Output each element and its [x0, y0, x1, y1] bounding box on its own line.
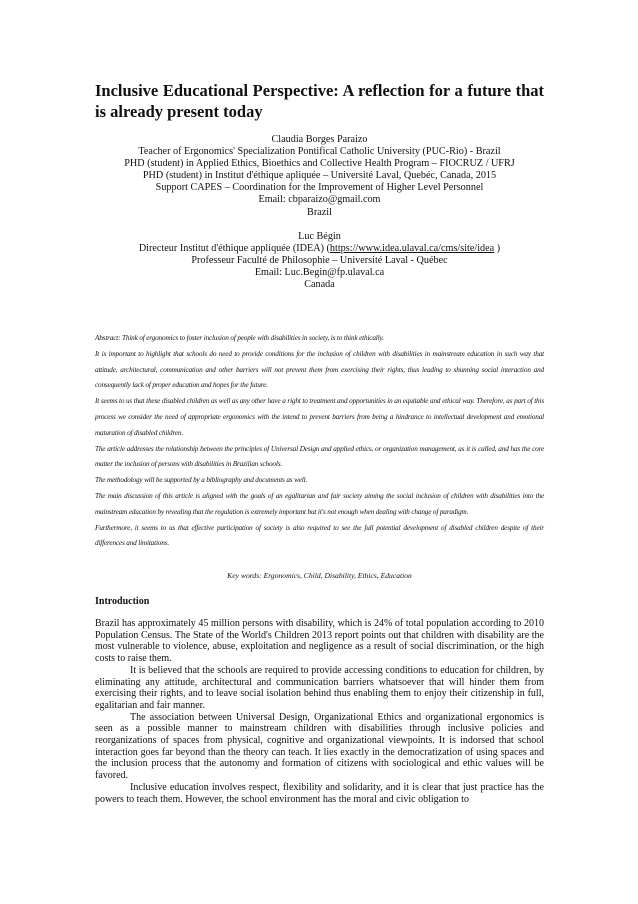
author-email: Email: Luc.Begin@fp.ulaval.ca: [254, 266, 385, 278]
author-funding: Support CAPES – Coordination for the Improvement of Higher Level Personnel: [155, 182, 484, 194]
body-paragraph: The association between Universal Design, Organizational Ethics and organizational ergonomics is seen as a possible manner to mainstream children with disabilities through inclusive policies and reorganizations of spaces from physical, cognitive and organizational viewpoints. It is indorsed that school interaction goes far beyond than the theory can teach. It lies exactly in the democratization of using spaces and the inclusion process that the autonomy and formation of citizens with sociological and ethic values will be favored.: [95, 711, 544, 782]
abstract: [95, 331, 544, 552]
abstract-paragraph: The methodology will be supported by a bibliography and documents as well.: [95, 476, 308, 485]
abstract-paragraph: The article addresses the relationship between the principles of Universal Design and applied ethics, or organization management, as it is called, and has the core matter the inclusion of persons with disabilities in Brazilian schools.: [95, 444, 544, 469]
author-spacer: [95, 219, 544, 231]
author-affiliation: PHD (student) in Institut d'éthique apliquée – Université Laval, Quebéc, Canada, 2015: [142, 170, 497, 182]
author-affiliation: Teacher of Ergonomics' Specialization Pontifical Catholic University (PUC-Rio) - Brazil: [138, 146, 501, 158]
keywords: Key words: Ergonomics, Child, Disability, Ethics, Education: [227, 571, 412, 580]
author-affiliation: [95, 243, 544, 255]
author-name: Luc Bégin: [298, 230, 341, 242]
paper-title: Inclusive Educational Perspective: A reflection for a future that is already present today: [95, 81, 544, 121]
author-block: [95, 134, 544, 291]
abstract-paragraph: Furthermore, it seems to us that effective participation of society is also required to see the full potential development of disabled children despite of their differences and limitations.: [95, 523, 544, 548]
author-affiliation: PHD (student) in Applied Ethics, Bioethics and Collective Health Program – FIOCRUZ / UFRJ: [124, 158, 515, 170]
author-country: Brazil: [307, 206, 332, 218]
author-affiliation: Professeur Faculté de Philosophie – Université Laval - Québec: [191, 254, 448, 266]
author-email: Email: cbparaizo@gmail.com: [258, 194, 381, 206]
idea-website-link[interactable]: https://www.idea.ulaval.ca/cms/site/idea: [329, 242, 495, 254]
affiliation-prefix: Directeur Institut d'éthique appliquée (IDEA) (: [138, 242, 330, 254]
author-name: Claudia Borges Paraizo: [271, 134, 368, 145]
body-paragraph: Inclusive education involves respect, flexibility and solidarity, and it is clear that just practice has the powers to teach them. However, the school environment has the moral and civic obligation to: [95, 781, 544, 805]
abstract-paragraph: The main discussion of this article is aligned with the goals of an egalitarian and fair society aiming the social inclusion of children with disabilities into the mainstream education by revealing that the regulation is extremely important but it's not enough when dealing with change of paradigm.: [95, 491, 544, 516]
body-paragraph: Brazil has approximately 45 million persons with disability, which is 24% of total population according to 2010 Population Census. The State of the World's Children 2013 report points out that children with disability are the most vulnerable to violence, abuse, exploitation and negligence as a result of social discrimination, or the high costs to raise them.: [95, 618, 544, 665]
body-paragraph: It is believed that the schools are required to provide accessing conditions to education for children, by eliminating any attitude, architectural and communication barriers whatsoever that will hinder them from exercising their rights, and to leave social isolation behind thus enabling them to enjoy their citizenship in full, egalitarian and fair manner.: [95, 664, 544, 711]
author-country: Canada: [304, 279, 335, 291]
abstract-paragraph: It is important to highlight that schools do need to provide conditions for the inclusion of children with disabilities in mainstream education in such way that attitude, architectural, communication and other barriers will not prevent them from exercising their rights, thus leading to shunning social interaction and consequently lack of proper education and hopes for the future.: [95, 349, 544, 390]
section-heading-introduction: Introduction: [95, 596, 150, 607]
abstract-paragraph: It seems to us that these disabled children as well as any other have a right to treatment and opportunities in an equitable and ethical way. Therefore, as part of this process we consider the need of appropriate ergonomics with the intend to prevent barriers from being a hindrance to intellectual development and emotional maturation of disabled children.: [95, 397, 544, 437]
affiliation-suffix: ): [494, 242, 501, 254]
introduction-body: [95, 618, 544, 805]
abstract-paragraph: Abstract: Think of ergonomics to foster inclusion of people with disabilities in society, is to think ethically.: [95, 334, 384, 342]
